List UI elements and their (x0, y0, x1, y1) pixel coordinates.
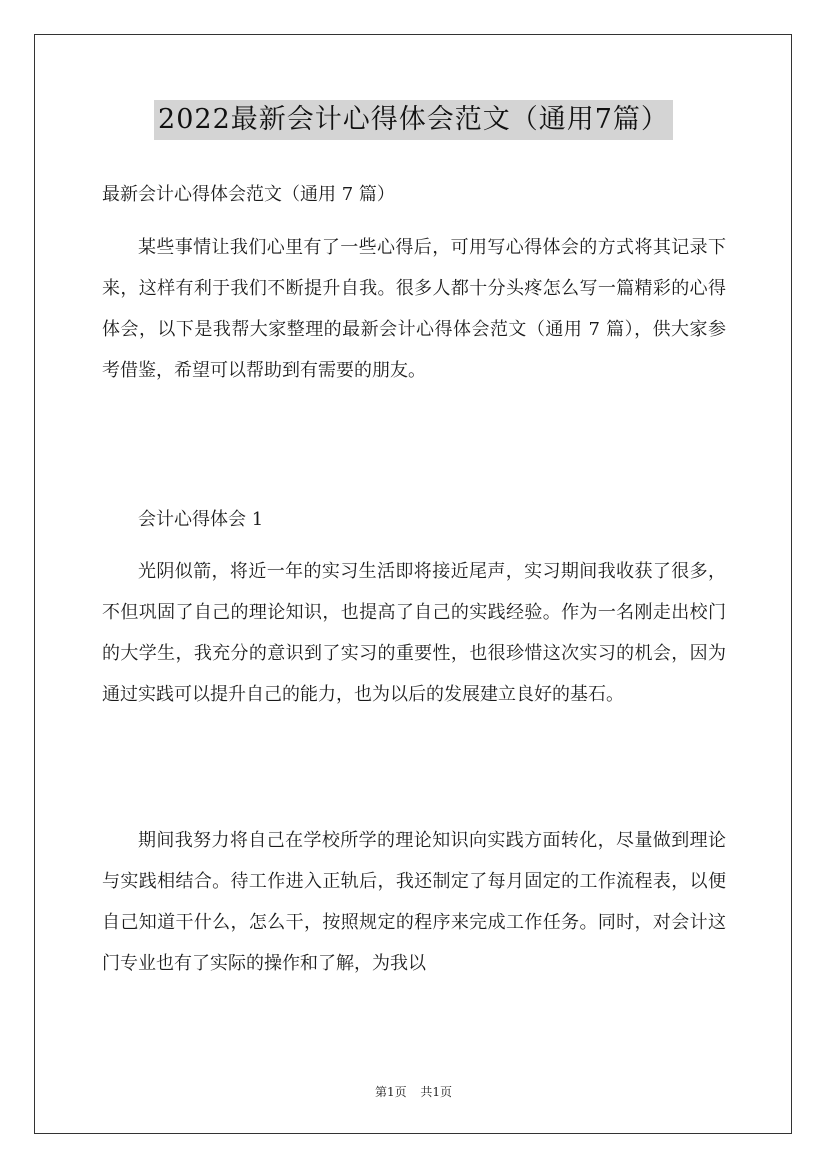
page-total: 共1页 (420, 1085, 453, 1099)
body-paragraph-2: 期间我努力将自己在学校所学的理论知识向实践方面转化，尽量做到理论与实践相结合。待工作进入正轨后，我还制定了每月固定的工作流程表，以便自己知道干什么，怎么干，按照规定的程序来完成工作任务。同时，对会计这门专业也有了实际的操作和了解，为我以 (102, 830, 726, 974)
intro-paragraph: 某些事情让我们心里有了一些心得后，可用写心得体会的方式将其记录下来，这样有利于我们不断提升自我。很多人都十分头疼怎么写一篇精彩的心得体会，以下是我帮大家整理的最新会计心得体会范文（通用 7 篇），供大家参考借鉴，希望可以帮助到有需要的朋友。 (102, 237, 726, 381)
document-title: 2022最新会计心得体会范文（通用7篇） (154, 100, 673, 140)
document-subtitle: 最新会计心得体会范文（通用 7 篇） (102, 184, 395, 205)
title-container (0, 100, 827, 140)
section-heading: 会计心得体会 1 (138, 509, 264, 530)
page-footer (0, 1083, 827, 1101)
body-paragraph-1: 光阴似箭，将近一年的实习生活即将接近尾声，实习期间我收获了很多，不但巩固了自己的理论知识，也提高了自己的实践经验。作为一名刚走出校门的大学生，我充分的意识到了实习的重要性，也很珍惜这次实习的机会，因为通过实践可以提升自己的能力，也为以后的发展建立良好的基石。 (102, 561, 726, 705)
page-number: 第1页 (374, 1085, 407, 1099)
